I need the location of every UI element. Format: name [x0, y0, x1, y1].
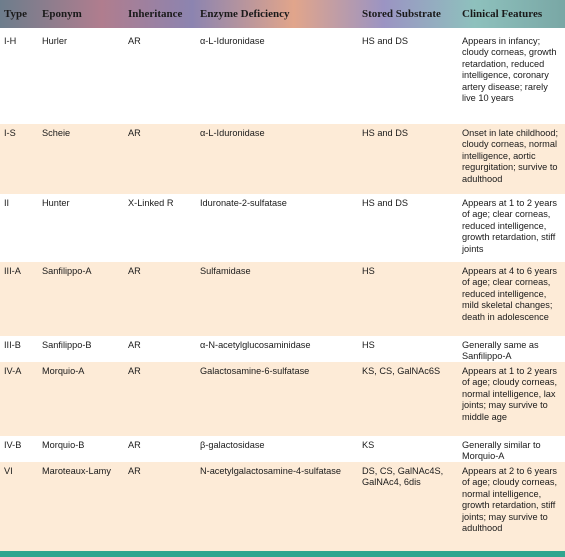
- cell-substrate: HS: [362, 340, 375, 350]
- cell-inheritance: AR: [128, 440, 141, 450]
- cell-eponym: Maroteaux-Lamy: [42, 466, 111, 476]
- cell-type: IV-A: [4, 366, 22, 376]
- cell-substrate: HS and DS: [362, 198, 408, 208]
- cell-inheritance: AR: [128, 466, 141, 476]
- bottom-rule: [0, 551, 565, 557]
- cell-eponym: Scheie: [42, 128, 71, 138]
- cell-eponym: Sanfilippo-B: [42, 340, 92, 350]
- cell-type: VI: [4, 466, 13, 476]
- cell-type: II: [4, 198, 10, 208]
- cell-type: I-H: [4, 36, 17, 46]
- cell-substrate: HS and DS: [362, 36, 408, 46]
- cell-type: III-B: [4, 340, 21, 350]
- table-row: [0, 262, 565, 336]
- header-features: Clinical Features: [462, 8, 543, 20]
- cell-inheritance: AR: [128, 36, 141, 46]
- table-row: [0, 362, 565, 436]
- cell-substrate: KS: [362, 440, 375, 450]
- cell-inheritance: X-Linked R: [128, 198, 174, 208]
- cell-substrate: HS and DS: [362, 128, 408, 138]
- cell-features: Generally same as Sanfilippo-A: [462, 340, 539, 362]
- cell-enzyme: α-N-acetylglucosaminidase: [200, 340, 311, 350]
- cell-eponym: Hunter: [42, 198, 70, 208]
- cell-inheritance: AR: [128, 340, 141, 350]
- cell-substrate: KS, CS, GalNAc6S: [362, 366, 441, 376]
- cell-features: Generally similar to Morquio-A: [462, 440, 541, 462]
- cell-eponym: Sanfilippo-A: [42, 266, 92, 276]
- cell-enzyme: β-galactosidase: [200, 440, 265, 450]
- cell-enzyme: α-L-Iduronidase: [200, 128, 265, 138]
- cell-type: III-A: [4, 266, 21, 276]
- cell-inheritance: AR: [128, 366, 141, 376]
- table-row: [0, 32, 565, 124]
- cell-enzyme: Iduronate-2-sulfatase: [200, 198, 287, 208]
- header-type: Type: [4, 8, 28, 20]
- header-eponym: Eponym: [42, 8, 82, 20]
- cell-enzyme: N-acetylgalactosamine-4-sulfatase: [200, 466, 341, 476]
- cell-substrate: HS: [362, 266, 375, 276]
- header-inheritance: Inheritance: [128, 8, 183, 20]
- cell-features: Onset in late childhood; cloudy corneas, normal intelligence, aortic regurgitation; survive to adulthood: [462, 128, 559, 184]
- cell-enzyme: Galactosamine-6-sulfatase: [200, 366, 310, 376]
- cell-features: Appears at 2 to 6 years of age; cloudy corneas, normal intelligence, growth retardation, stiff joints; may survive to adulthood: [462, 466, 557, 534]
- table-row: [0, 462, 565, 551]
- table-row: [0, 124, 565, 194]
- cell-eponym: Morquio-B: [42, 440, 85, 450]
- cell-features: Appears at 4 to 6 years of age; clear corneas, reduced intelligence, mild skeletal changes; death in adolescence: [462, 266, 557, 322]
- cell-substrate: DS, CS, GalNAc4S, GalNAc4, 6dis: [362, 466, 444, 488]
- cell-features: Appears in infancy; cloudy corneas, growth retardation, reduced intelligence, coronary artery disease; rarely live 10 years: [462, 36, 557, 104]
- cell-inheritance: AR: [128, 266, 141, 276]
- cell-features: Appears at 1 to 2 years of age; cloudy corneas, normal intelligence, lax joints; may survive to middle age: [462, 366, 557, 422]
- cell-type: IV-B: [4, 440, 22, 450]
- cell-eponym: Morquio-A: [42, 366, 85, 376]
- cell-eponym: Hurler: [42, 36, 68, 46]
- table-header: [0, 0, 565, 28]
- table-row: [0, 336, 565, 362]
- cell-features: Appears at 1 to 2 years of age; clear corneas, reduced intelligence, growth retardation, stiff joints: [462, 198, 557, 254]
- table-row: [0, 194, 565, 262]
- table-row: [0, 436, 565, 462]
- cell-type: I-S: [4, 128, 16, 138]
- header-enzyme: Enzyme Deficiency: [200, 8, 290, 20]
- cell-inheritance: AR: [128, 128, 141, 138]
- cell-enzyme: α-L-Iduronidase: [200, 36, 265, 46]
- cell-enzyme: Sulfamidase: [200, 266, 251, 276]
- header-substrate: Stored Substrate: [362, 8, 441, 20]
